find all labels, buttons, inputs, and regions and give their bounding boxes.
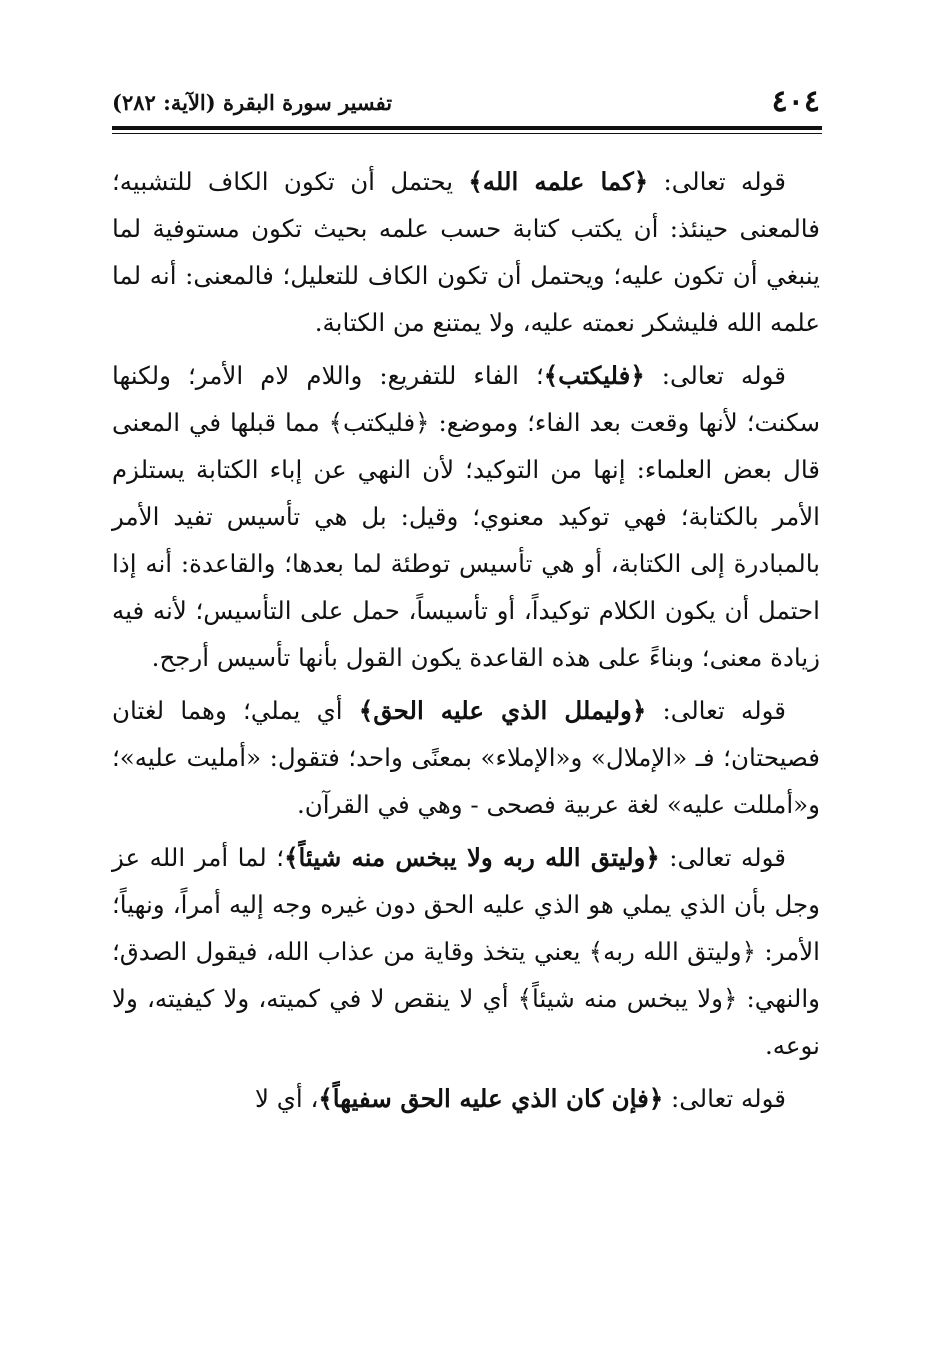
- header-rule-thin: [112, 133, 822, 134]
- quran-quote: ﴿وليتق الله ربه ولا يبخس منه شيئاً﴾: [284, 843, 660, 872]
- paragraph-text: يحتمل أن تكون الكاف للتشبيه؛ فالمعنى حينئذ: أن يكتب كتابة حسب علمه بحيث تكون مستوفية لما ينبغي أن تكون عليه؛ ويحتمل أن تكون الكاف للتعليل؛ فالمعنى: أنه لما علمه الله فليشكر نعمته عليه، ولا يمتنع من الكتابة.: [112, 167, 820, 337]
- page-number: ٤٠٤: [771, 84, 820, 119]
- paragraph: [112, 1075, 820, 1122]
- body-text: [112, 158, 820, 1128]
- quran-quote: ﴿وليملل الذي عليه الحق﴾: [358, 696, 647, 725]
- paragraph-lead: قوله تعالى:: [663, 1084, 786, 1113]
- paragraph: [112, 158, 820, 346]
- quran-quote: ﴿كما علمه الله﴾: [468, 167, 649, 196]
- paragraph-text: ، أي لا: [254, 1084, 319, 1113]
- paragraph: [112, 834, 820, 1069]
- paragraph-lead: قوله تعالى:: [659, 843, 786, 872]
- quran-quote: ﴿فإن كان الذي عليه الحق سفيهاً﴾: [318, 1084, 664, 1113]
- paragraph-lead: قوله تعالى:: [648, 167, 786, 196]
- quran-quote: ﴿فليكتب﴾: [543, 361, 645, 390]
- chapter-title: تفسير سورة البقرة (الآية: ٢٨٢): [112, 90, 393, 115]
- paragraph-lead: قوله تعالى:: [646, 696, 787, 725]
- paragraph: [112, 687, 820, 828]
- paragraph: [112, 352, 820, 681]
- paragraph-text: ؛ الفاء للتفريع: واللام لام الأمر؛ ولكنها سكنت؛ لأنها وقعت بعد الفاء؛ وموضع: ﴿فليكتب﴾ مما قبلها في المعنى قال بعض العلماء: إنها من التوكيد؛ لأن النهي عن إباء الكتابة يستلزم الأمر بالكتابة؛ فهي توكيد معنوي؛ وقيل: بل هي تأسيس تفيد الأمر بالمبادرة إلى الكتابة، أو هي تأسيس توطئة لما بعدها؛ والقاعدة: أنه إذا احتمل أن يكون الكلام توكيداً، أو تأسيساً، حمل على التأسيس؛ لأنه فيه زيادة معنى؛ وبناءً على هذه القاعدة يكون القول بأنها تأسيس أرجح.: [112, 361, 820, 672]
- header-rule-thick: [112, 126, 822, 130]
- paragraph-text: أي يملي؛ وهما لغتان فصيحتان؛ فـ «الإملال» و«الإملاء» بمعنًى واحد؛ فتقول: «أمليت عليه»؛ و«أمللت عليه» لغة عربية فصحى - وهي في القرآن.: [112, 696, 820, 819]
- paragraph-text: ؛ لما أمر الله عز وجل بأن الذي يملي هو الذي عليه الحق دون غيره وجه إليه أمراً، ونهياً؛ الأمر: ﴿وليتق الله ربه﴾ يعني يتخذ وقاية من عذاب الله، فيقول الصدق؛ والنهي: ﴿ولا يبخس منه شيئاً﴾ أي لا ينقص لا في كميته، ولا كيفيته، ولا نوعه.: [112, 843, 820, 1060]
- paragraph-lead: قوله تعالى:: [644, 361, 786, 390]
- running-header: [112, 84, 820, 124]
